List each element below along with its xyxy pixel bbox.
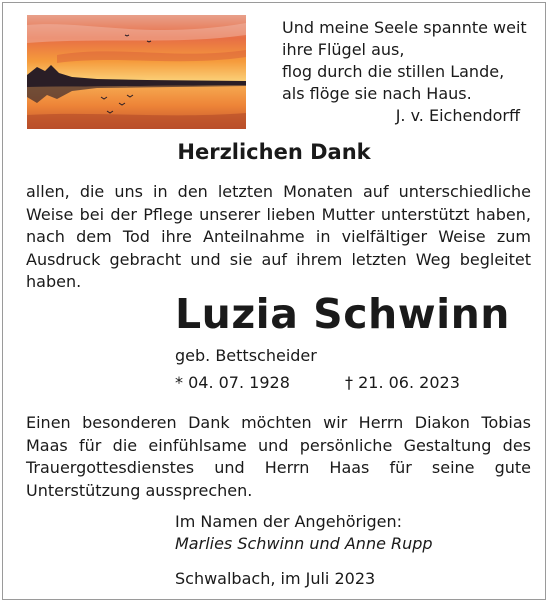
- deceased-name: Luzia Schwinn: [175, 290, 511, 338]
- poem-line: flog durch die stillen Lande,: [282, 62, 505, 81]
- sunset-lake-photo: [27, 15, 246, 129]
- death-date: † 21. 06. 2023: [345, 373, 460, 392]
- obituary-notice: [2, 2, 546, 600]
- signature-label: Im Namen der Angehörigen:: [175, 512, 403, 531]
- thanks-heading: Herzlichen Dank: [177, 140, 371, 164]
- poem-block: [282, 17, 532, 127]
- thanks-paragraph: allen, die uns in den letzten Monaten auf unterschiedliche Weise bei der Pflege unserer lieben Mutter unterstützt haben, nach dem Tod ihre Anteilnahme in vielfältiger Weise zum Ausdruck gebracht und sie auf ihrem letzten Weg begleitet haben.: [26, 182, 531, 292]
- poem-line: als flöge sie nach Haus.: [282, 84, 472, 103]
- born-name: geb. Bettscheider: [175, 346, 317, 365]
- poem-line: ihre Flügel aus,: [282, 40, 405, 59]
- place-date: Schwalbach, im Juli 2023: [175, 569, 376, 588]
- poem-author: J. v. Eichendorff: [395, 106, 520, 125]
- special-thanks-paragraph: Einen besonderen Dank möchten wir Herrn Diakon Tobias Maas für die einfühlsame und persönliche Gestaltung des Trauergottesdienstes und Herrn Haas für seine gute Unterstützung aussprechen.: [26, 413, 531, 500]
- signature-names: Marlies Schwinn und Anne Rupp: [175, 534, 433, 553]
- sunset-lake-image: [27, 15, 246, 129]
- poem-line: Und meine Seele spannte weit: [282, 18, 527, 37]
- birth-date: * 04. 07. 1928: [175, 373, 290, 392]
